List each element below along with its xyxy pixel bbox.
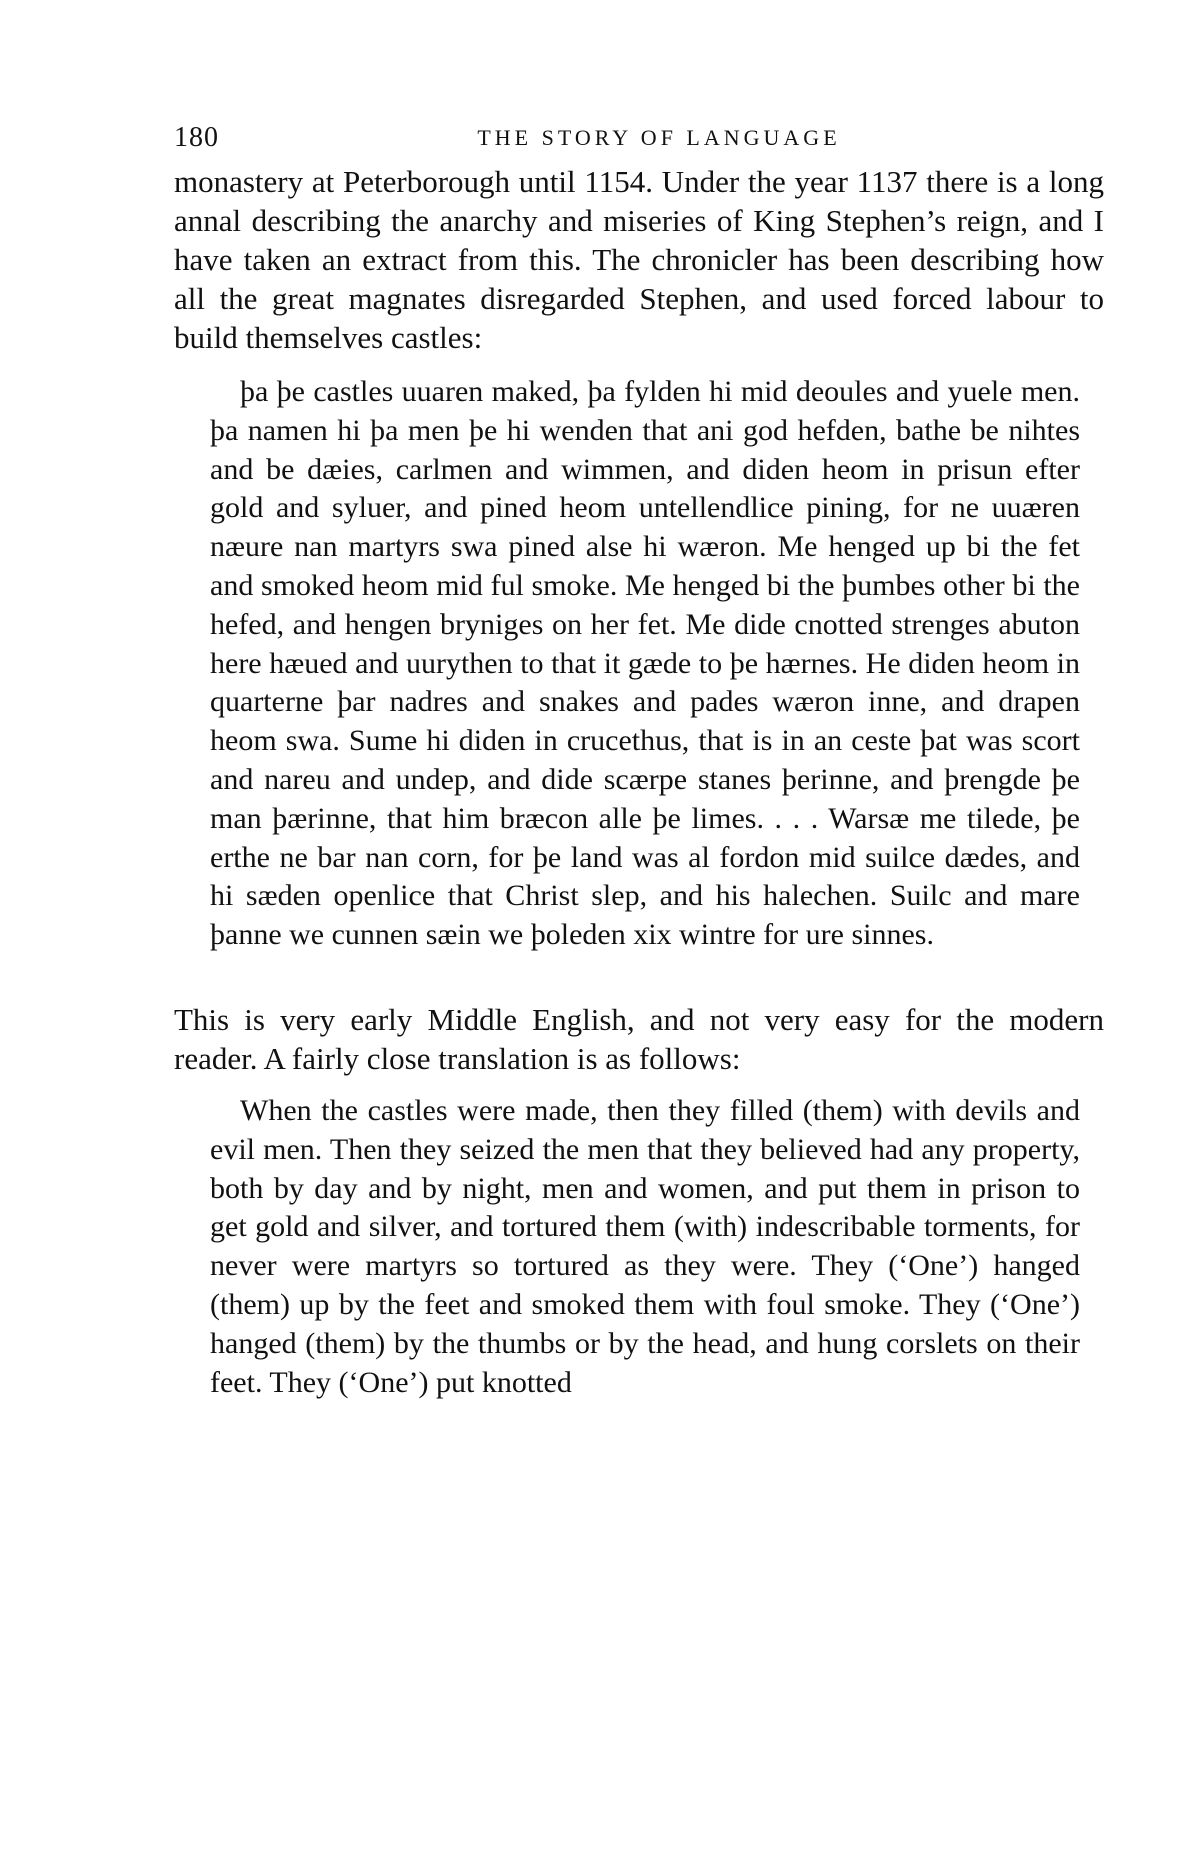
middle-english-quote <box>210 373 1080 955</box>
middle-english-quote-text: þa þe castles uuaren maked, þa fylden hi mid deoules and yuele men. þa namen hi þa men þe hi wenden that ani god hefden, bathe be nihtes and be dæies, carlmen and wimmen, and diden heom in prisun efter gold and syluer, and pined heom untellendlice pining, for ne uuæren næure nan martyrs swa pined alse hi wæron. Me henged up bi the fet and smoked heom mid ful smoke. Me henged bi the þumbes other bi the hefed, and hengen bryniges on her fet. Me dide cnotted strenges abuton here hæued and uurythen to that it gæde to þe hærnes. He diden heom in quarterne þar nadres and snakes and pades wæron inne, and drapen heom swa. Sume hi diden in crucethus, that is in an ceste þat was scort and nareu and undep, and dide scærpe stanes þerinne, and þrengde þe man þærinne, that him bræcon alle þe limes. . . . Warsæ me tilede, þe erthe ne bar nan corn, for þe land was al fordon mid suilce dædes, and hi sæden openlice that Christ slep, and his halechen. Suilc and mare þanne we cunnen sæin we þoleden xix wintre for ure sinnes. <box>210 375 1080 952</box>
page-number: 180 <box>174 122 219 153</box>
intro-paragraph: monastery at Peterborough until 1154. Under the year 1137 there is a long annal describing the anarchy and miseries of King Stephen’s reign, and I have taken an extract from this. The chronicler has been describing how all the great magnates disregarded Stephen, and used forced labour to build themselves castles: <box>174 164 1104 355</box>
translation-quote <box>210 1092 1080 1402</box>
page-header <box>174 118 1104 158</box>
commentary-paragraph: This is very early Middle English, and not very easy for the modern reader. A fairly close translation is as follows: <box>174 1002 1104 1076</box>
translation-quote-text: When the castles were made, then they filled (them) with devils and evil men. Then they seized the men that they believed had any property, both by day and by night, men and women, and put them in prison to get gold and silver, and tortured them (with) indescribable torments, for never were martyrs so tortured as they were. They (‘One’) hanged (them) up by the feet and smoked them with foul smoke. They (‘One’) hanged (them) by the thumbs or by the head, and hung corslets on their feet. They (‘One’) put knotted <box>210 1094 1080 1399</box>
running-title: THE STORY OF LANGUAGE <box>477 125 841 150</box>
